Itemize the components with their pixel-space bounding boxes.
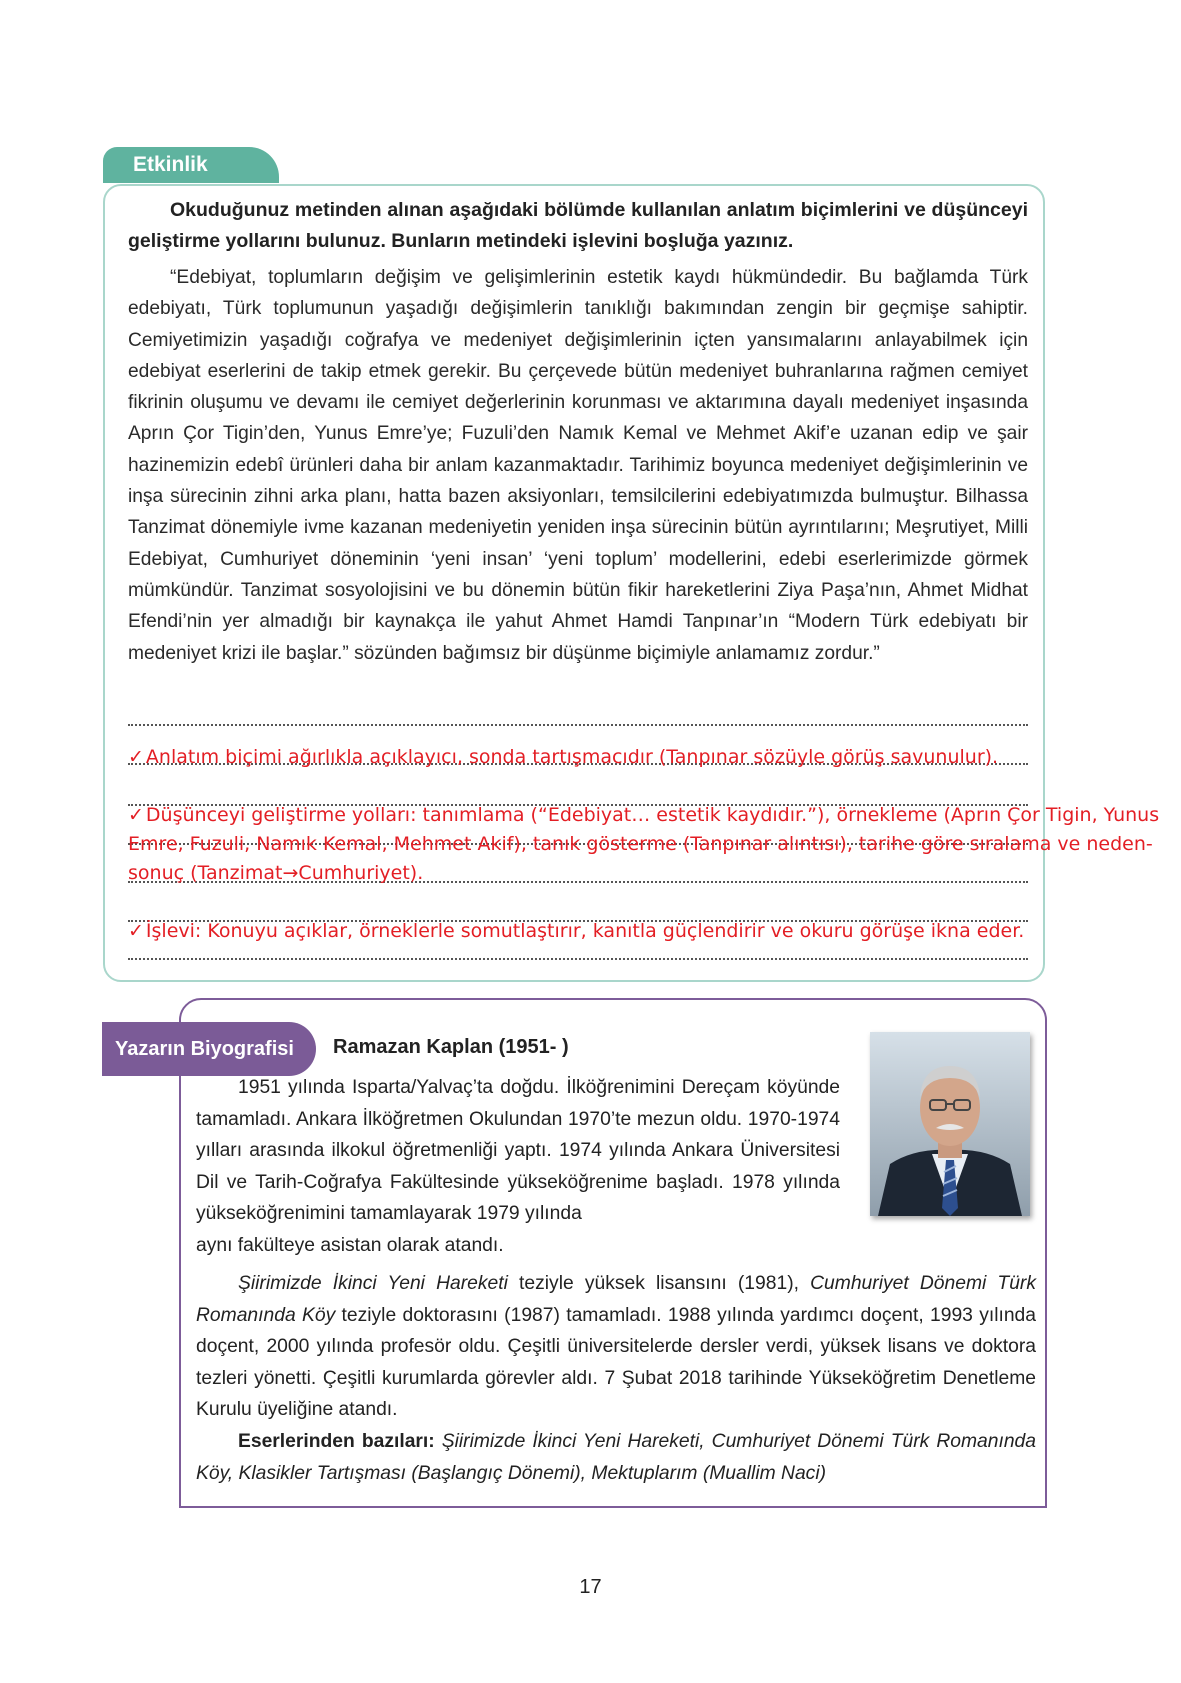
check-icon: ✓: [128, 746, 144, 768]
biography-text: teziyle doktorasını (1987) tamamladı. 1988 yılında yardımcı doçent, 1993 yılında doçent, 2000 yılında profesör oldu. Çeşitli üniversitelerde dersler verdi, yüksek lisans ve doktora tezleri yönetti. Çeşitli kurumlarda görevler aldı. 7 Şubat 2018 tarihinde Yükseköğretim Denetleme Kurulu üyeliğine atandı.: [196, 1304, 1036, 1420]
answer-line: [128, 958, 1028, 960]
page-number: 17: [579, 1576, 602, 1598]
works-list: Şiirimizde İkinci Yeni Hareketi, Cumhuriyet Dönemi Türk Romanında Köy, Klasikler Tartışması (Başlangıç Dönemi), Mektuplarım (Muallim Naci): [196, 1431, 1036, 1484]
check-icon: ✓: [128, 804, 144, 826]
works-paragraph: [196, 1426, 1036, 1489]
activity-quote: “Edebiyat, toplumların değişim ve gelişimlerinin estetik kaydı hükmündedir. Bu bağlamda Türk edebiyatı, Türk toplumunun yaşadığı değişimlerin tanıklığı bakımından zengin bir geçmişe sahiptir. Cemiyetimizin yaşadığı coğrafya ve medeniyet değişimlerinin içten yansımalarını anlayabilmek için edebiyat eserlerini de takip etmek gerekir. Bu çerçevede bütün medeniyet buhranlarına rağmen cemiyet fikrinin oluşumu ve devamı ile cemiyet değerlerinin korunması ve aktarımına dayalı medeniyet inşasında Aprın Çor Tigin’den, Yunus Emre’ye; Fuzuli’den Namık Kemal ve Mehmet Akif’e uzanan edip ve şair hazinemizin edebî ürünleri daha bir anlam kazanmaktadır. Tarihimiz boyunca medeniyet değişimlerinin ve inşa sürecinin zihni arka planı, hatta bazen aksiyonları, temsilcilerini edebiyatımızda bulmuştur. Bilhassa Tanzimat dönemiyle ivme kazanan medeniyetin yeniden inşa sürecinin bütün ayrıntılarını; Meşrutiyet, Milli Edebiyat, Cumhuriyet döneminin ‘yeni insan’ ‘yeni toplum’ modellerini, edebi eserlerimizde görmek mümkündür. Tanzimat sosyolojisini ve bu dönemin bütün fikir hareketlerini Ziya Paşa’nın, Ahmet Midhat Efendi’nin yer almadığı bir kaynakça ile yahut Ahmet Hamdi Tanpınar’ın “Modern Türk edebiyatı bir medeniyet krizi ile başlar.” sözünden bağımsız bir düşünme biçimiyle anlamamız zordur.”: [128, 267, 1028, 664]
thesis-title-2: Cumhuriyet Dönemi Türk Romanında Köy: [196, 1273, 1036, 1326]
biography-tab: Yazarın Biyografisi: [102, 1022, 316, 1076]
biography-paragraph-1: 1951 yılında Isparta/Yalvaç’ta doğdu. İlköğrenimini Dereçam köyünde tamamladı. Ankara İlköğretmen Okulundan 1970’te mezun oldu. 1970-1974 yılları arasında ilkokul öğretmenliği yaptı. 1974 yılında Ankara Üniversitesi Dil ve Tarih-Coğrafya Fakültesinde yükseköğrenime başladı. 1978 yılında yükseköğrenimini tamamlayarak 1979 yılında: [196, 1077, 840, 1224]
answer-2: [128, 801, 1176, 888]
biography-paragraph-2: [196, 1268, 1036, 1426]
activity-tab: Etkinlik: [103, 147, 279, 183]
answer-1: [128, 743, 1008, 772]
answer-3: [128, 917, 1028, 946]
works-label: Eserlerinden bazıları:: [238, 1431, 435, 1452]
biography-paragraph-1-end: aynı fakülteye asistan olarak atandı.: [196, 1235, 504, 1256]
check-icon: ✓: [128, 920, 144, 942]
answer-line: [128, 724, 1028, 726]
activity-instruction: Okuduğunuz metinden alınan aşağıdaki bölümde kullanılan anlatım biçimlerini ve düşünceyi geliştirme yollarını bulunuz. Bunların metindeki işlevini boşluğa yazınız.: [128, 199, 1028, 252]
answer-text: Anlatım biçimi ağırlıkla açıklayıcı, sonda tartışmacıdır (Tanpınar sözüyle görüş savunulur).: [145, 746, 999, 768]
author-photo: [870, 1032, 1030, 1216]
author-name: Ramazan Kaplan (1951- ): [333, 1036, 569, 1058]
answer-text: İşlevi: Konuyu açıklar, örneklerle somutlaştırır, kanıtla güçlendirir ve okuru görüşe ikna eder.: [145, 920, 1025, 942]
portrait-illustration: [870, 1032, 1030, 1216]
biography-text: teziyle yüksek lisansını (1981),: [507, 1273, 811, 1294]
thesis-title-1: Şiirimizde İkinci Yeni Hareketi: [238, 1273, 508, 1294]
answer-text: Düşünceyi geliştirme yolları: tanımlama (“Edebiyat… estetik kaydıdır.”), örnekleme (Aprın Çor Tigin, Yunus Emre, Fuzuli, Namık Kemal, Mehmet Akif), tanık gösterme (Tanpınar alıntısı), tarihe göre sıralama ve neden-sonuç (Tanzimat→Cumhuriyet).: [128, 804, 1160, 884]
